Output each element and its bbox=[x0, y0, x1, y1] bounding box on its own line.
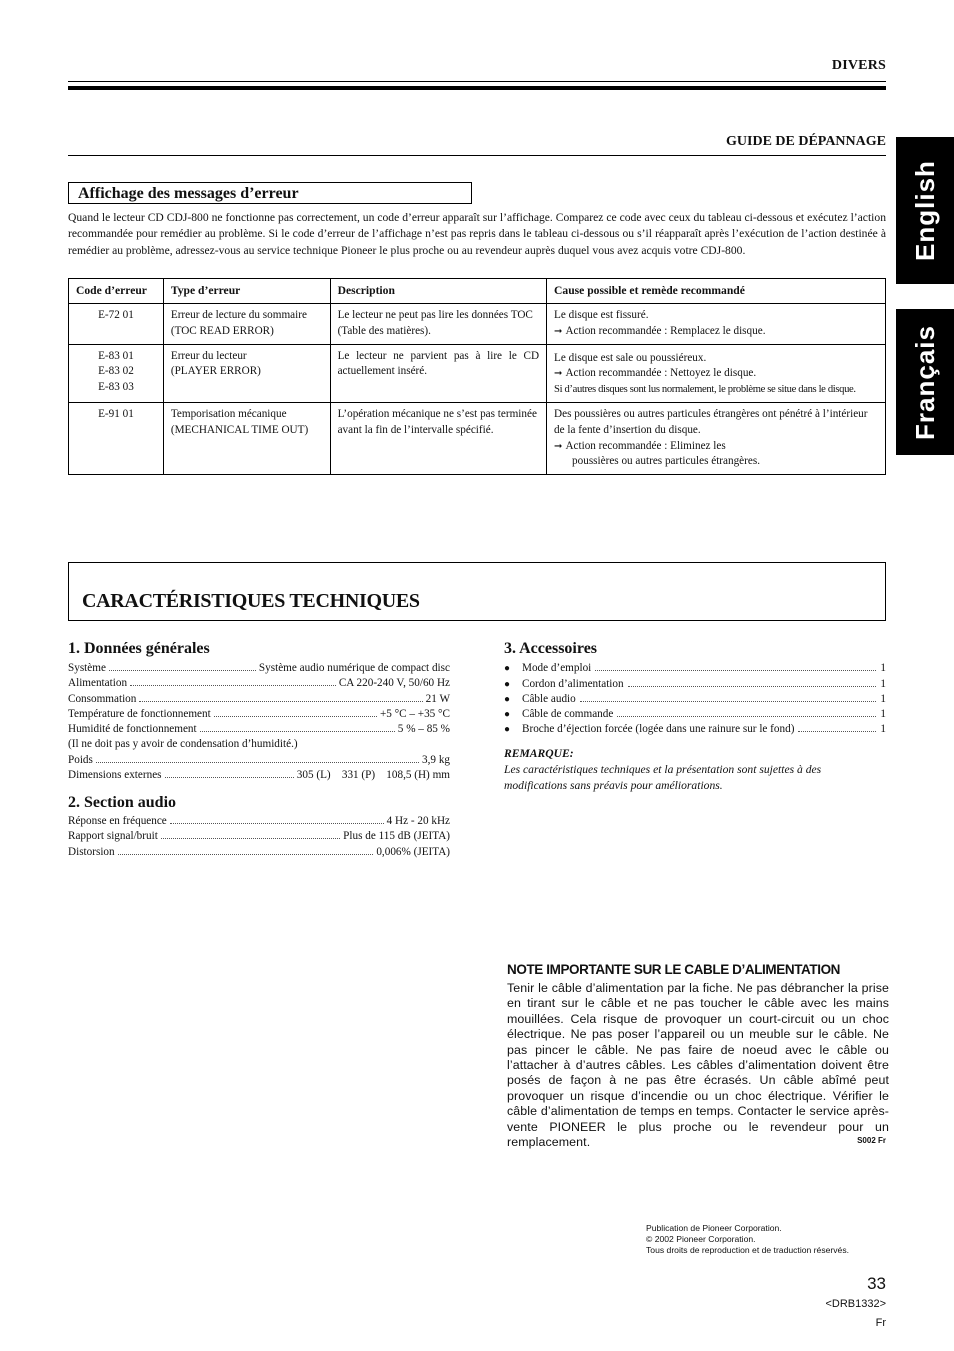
error-code: E-83 03 bbox=[98, 381, 134, 394]
leader-dots bbox=[139, 701, 422, 702]
section-header: DIVERS bbox=[831, 58, 886, 73]
spec-value: Plus de 115 dB (JEITA) bbox=[343, 830, 450, 842]
leader-dots bbox=[109, 670, 256, 671]
accessory-qty: 1 bbox=[880, 708, 886, 720]
publisher-line: Publication de Pioneer Corporation. bbox=[646, 1223, 782, 1233]
specs-title: CARACTÉRISTIQUES TECHNIQUES bbox=[82, 590, 420, 612]
spec-label: Dimensions externes bbox=[68, 769, 162, 781]
spec-label: Humidité de fonctionnement bbox=[68, 723, 197, 735]
table-row bbox=[69, 402, 886, 474]
remark-text: Les caractéristiques techniques et la présentation sont sujettes à des modifications sans préavis pour améliorations. bbox=[504, 763, 822, 792]
error-code: E-83 01 bbox=[98, 349, 134, 362]
spec-row-frequency bbox=[68, 814, 450, 829]
arrow-right-icon: ➞ bbox=[554, 440, 563, 452]
bullet-icon: ● bbox=[504, 709, 511, 720]
spec-row-power bbox=[68, 676, 450, 691]
leader-dots bbox=[798, 731, 876, 732]
table-row bbox=[69, 344, 886, 402]
spec-row-weight bbox=[68, 753, 450, 768]
error-description: Le lecteur ne peut pas lire les données TOC (Table des matières). bbox=[330, 304, 546, 345]
copyright-line: © 2002 Pioneer Corporation. bbox=[646, 1234, 756, 1245]
bullet-icon: ● bbox=[504, 679, 511, 690]
error-type-sub: (TOC READ ERROR) bbox=[170, 324, 274, 337]
spec-label: Distorsion bbox=[68, 846, 115, 858]
cause-text: Le disque est fissuré. bbox=[554, 309, 649, 321]
error-type-name: Erreur de lecture du sommaire bbox=[170, 309, 307, 321]
accessory-label: Broche d’éjection forcée (logée dans une rainure sur le fond) bbox=[522, 723, 795, 735]
bullet-icon: ● bbox=[504, 663, 511, 674]
tab-francais[interactable] bbox=[896, 309, 954, 455]
leader-dots bbox=[595, 670, 876, 671]
spec-value: Système audio numérique de compact disc bbox=[258, 662, 450, 674]
spec-value: 21 W bbox=[425, 693, 450, 705]
accessory-qty: 1 bbox=[880, 662, 886, 674]
spec-label: Alimentation bbox=[68, 677, 128, 689]
accessory-label: Câble de commande bbox=[522, 708, 614, 720]
list-item bbox=[504, 707, 886, 722]
accessory-label: Mode d’emploi bbox=[522, 662, 592, 674]
spec-label: Rapport signal/bruit bbox=[68, 830, 158, 842]
error-type bbox=[163, 344, 330, 402]
col-header-code: Code d’erreur bbox=[69, 279, 164, 304]
publisher-block bbox=[646, 1223, 849, 1257]
leader-dots bbox=[200, 731, 395, 732]
arrow-right-icon: ➞ bbox=[554, 368, 563, 380]
accessory-qty: 1 bbox=[880, 693, 886, 705]
error-type bbox=[163, 402, 330, 474]
rights-line: Tous droits de reproduction et de traduction réservés. bbox=[646, 1245, 850, 1256]
recommended-action-cont: poussières ou autres particules étrangères. bbox=[572, 455, 760, 468]
error-description: Le lecteur ne parvient pas à lire le CD actuellement inséré. bbox=[330, 344, 546, 402]
error-type-name: Erreur du lecteur bbox=[170, 349, 247, 362]
list-item bbox=[504, 677, 886, 692]
error-type-sub: (MECHANICAL TIME OUT) bbox=[170, 423, 309, 436]
spec-row-humidity bbox=[68, 722, 450, 737]
spec-value: 5 % – 85 % bbox=[397, 723, 450, 735]
power-notice-title: NOTE IMPORTANTE SUR LE CABLE D’ALIMENTATION bbox=[507, 962, 841, 977]
spec-row-distortion bbox=[68, 845, 450, 860]
leader-dots bbox=[617, 716, 876, 717]
list-item bbox=[504, 722, 886, 737]
recommended-action: Action recommandée : Remplacez le disque. bbox=[565, 324, 766, 337]
error-code: E-83 02 bbox=[98, 365, 134, 378]
col-header-cause: Cause possible et remède recommandé bbox=[547, 279, 886, 304]
spec-label: Réponse en fréquence bbox=[68, 815, 167, 827]
leader-dots bbox=[170, 823, 384, 824]
spec-label: Consommation bbox=[68, 693, 137, 705]
spec-row-temperature bbox=[68, 707, 450, 722]
bullet-icon: ● bbox=[504, 724, 511, 735]
tab-francais-label: Français bbox=[909, 324, 940, 440]
error-cause bbox=[547, 304, 886, 345]
page-number: 33 bbox=[867, 1274, 886, 1293]
error-table bbox=[68, 278, 886, 475]
spec-value: 4 Hz - 20 kHz bbox=[386, 815, 450, 827]
error-cause bbox=[547, 344, 886, 402]
error-code: E-72 01 bbox=[69, 304, 164, 345]
leader-dots bbox=[96, 762, 419, 763]
error-cause bbox=[547, 402, 886, 474]
accessory-qty: 1 bbox=[880, 723, 886, 735]
leader-dots bbox=[214, 716, 377, 717]
tab-english[interactable] bbox=[896, 137, 954, 284]
leader-dots bbox=[130, 685, 336, 686]
error-codes bbox=[69, 344, 164, 402]
col-header-description: Description bbox=[330, 279, 546, 304]
audio-section-heading: 2. Section audio bbox=[68, 794, 177, 811]
power-notice-body: Tenir le câble d’alimentation par la fiche. Ne pas débrancher la prise en tirant sur le câble et ne pas toucher le câble avec les mains mouillées. Cela risque de provoquer un court-circuit ou un choc électrique. Ne pas poser l’appareil ou un meuble sur le câble. Ne pas pincer le câble. Ne pas faire de noeud avec le câble ou l’attacher à d’autres câbles. Les câbles d’alimentation doivent être posés de façon à ne pas être écrasés. Un câble abîmé peut provoquer un risque d’incendie ou un choc électrique. Vérifier le câble d’alimentation de temps en temps. Contacter le service après-vente PIONEER le plus proche ou le revendeur pour un remplacement. bbox=[507, 981, 889, 1150]
leader-dots bbox=[580, 701, 877, 702]
error-description: L’opération mécanique ne s’est pas terminée avant la fin de l’intervalle spécifié. bbox=[330, 402, 546, 474]
language-code: Fr bbox=[875, 1317, 886, 1329]
error-type bbox=[163, 304, 330, 345]
tab-english-label: English bbox=[909, 160, 940, 261]
error-section-title: Affichage des messages d’erreur bbox=[68, 182, 472, 204]
subsection-header: GUIDE DE DÉPANNAGE bbox=[726, 134, 886, 149]
accessory-qty: 1 bbox=[880, 678, 886, 690]
spec-label: Poids bbox=[68, 754, 93, 766]
header-rule-thin bbox=[68, 81, 886, 82]
bullet-icon: ● bbox=[504, 694, 511, 705]
header-rule-thick bbox=[68, 86, 886, 90]
leader-dots bbox=[161, 838, 340, 839]
cause-text: Des poussières ou autres particules étrangères ont pénétré à l’intérieur de la fente d’insertion du disque. bbox=[554, 407, 868, 436]
arrow-right-icon: ➞ bbox=[554, 325, 563, 337]
recommended-action: Action recommandée : Nettoyez le disque. bbox=[565, 367, 757, 380]
accessories-heading: 3. Accessoires bbox=[504, 640, 598, 657]
list-item bbox=[504, 692, 886, 707]
spec-value: CA 220-240 V, 50/60 Hz bbox=[338, 677, 450, 689]
col-header-type: Type d’erreur bbox=[163, 279, 330, 304]
spec-row-snr bbox=[68, 829, 450, 844]
leader-dots bbox=[118, 854, 374, 855]
specs-title-box bbox=[68, 562, 886, 621]
accessory-label: Câble audio bbox=[522, 693, 576, 705]
subsection-rule bbox=[68, 155, 886, 156]
leader-dots bbox=[165, 777, 294, 778]
spec-value: +5 °C – +35 °C bbox=[379, 708, 450, 720]
spec-value: 3,9 kg bbox=[422, 754, 450, 766]
remark-heading: REMARQUE: bbox=[504, 747, 574, 760]
spec-value: 305 (L) 331 (P) 108,5 (H) mm bbox=[296, 769, 450, 781]
recommended-action: Action recommandée : Eliminez les bbox=[565, 439, 726, 452]
error-type-sub: (PLAYER ERROR) bbox=[170, 365, 261, 378]
spec-value: 0,006% (JEITA) bbox=[376, 846, 450, 858]
table-row bbox=[69, 304, 886, 345]
spec-row-dimensions bbox=[68, 768, 450, 783]
list-item bbox=[504, 661, 886, 676]
error-section-intro: Quand le lecteur CD CDJ-800 ne fonctionne pas correctement, un code d’erreur apparaît sur l’affichage. Comparez ce code avec ceux du tableau ci-dessous et exécutez l’action recommandée pour remédier au problème. Si le code d’erreur de l’affichage n’est pas repris dans le tableau ci-dessous ou s’il réapparaît après l’exécution de l’action destinée à remédier au problème, adressez-vous au service technique Pioneer le plus proche ou au revendeur auprès duquel vous avez acquis votre CDJ-800. bbox=[68, 211, 886, 257]
spec-row-consumption bbox=[68, 692, 450, 707]
spec-label: Température de fonctionnement bbox=[68, 708, 211, 720]
cause-text: Le disque est sale ou poussiéreux. bbox=[554, 351, 707, 364]
spec-label: Système bbox=[68, 662, 106, 674]
general-data-heading: 1. Données générales bbox=[68, 640, 210, 657]
power-notice-code: S002 Fr bbox=[857, 1136, 886, 1145]
document-number: <DRB1332> bbox=[825, 1298, 886, 1310]
table-header-row bbox=[69, 279, 886, 304]
accessory-label: Cordon d’alimentation bbox=[522, 678, 624, 690]
error-type-name: Temporisation mécanique bbox=[170, 407, 287, 420]
spec-row-system bbox=[68, 661, 450, 676]
error-code: E-91 01 bbox=[69, 402, 164, 474]
leader-dots bbox=[628, 686, 877, 687]
cause-extra: Si d’autres disques sont lus normalement, le problème se situe dans le disque. bbox=[554, 384, 856, 396]
humidity-note: (Il ne doit pas y avoir de condensation d’humidité.) bbox=[68, 738, 298, 750]
